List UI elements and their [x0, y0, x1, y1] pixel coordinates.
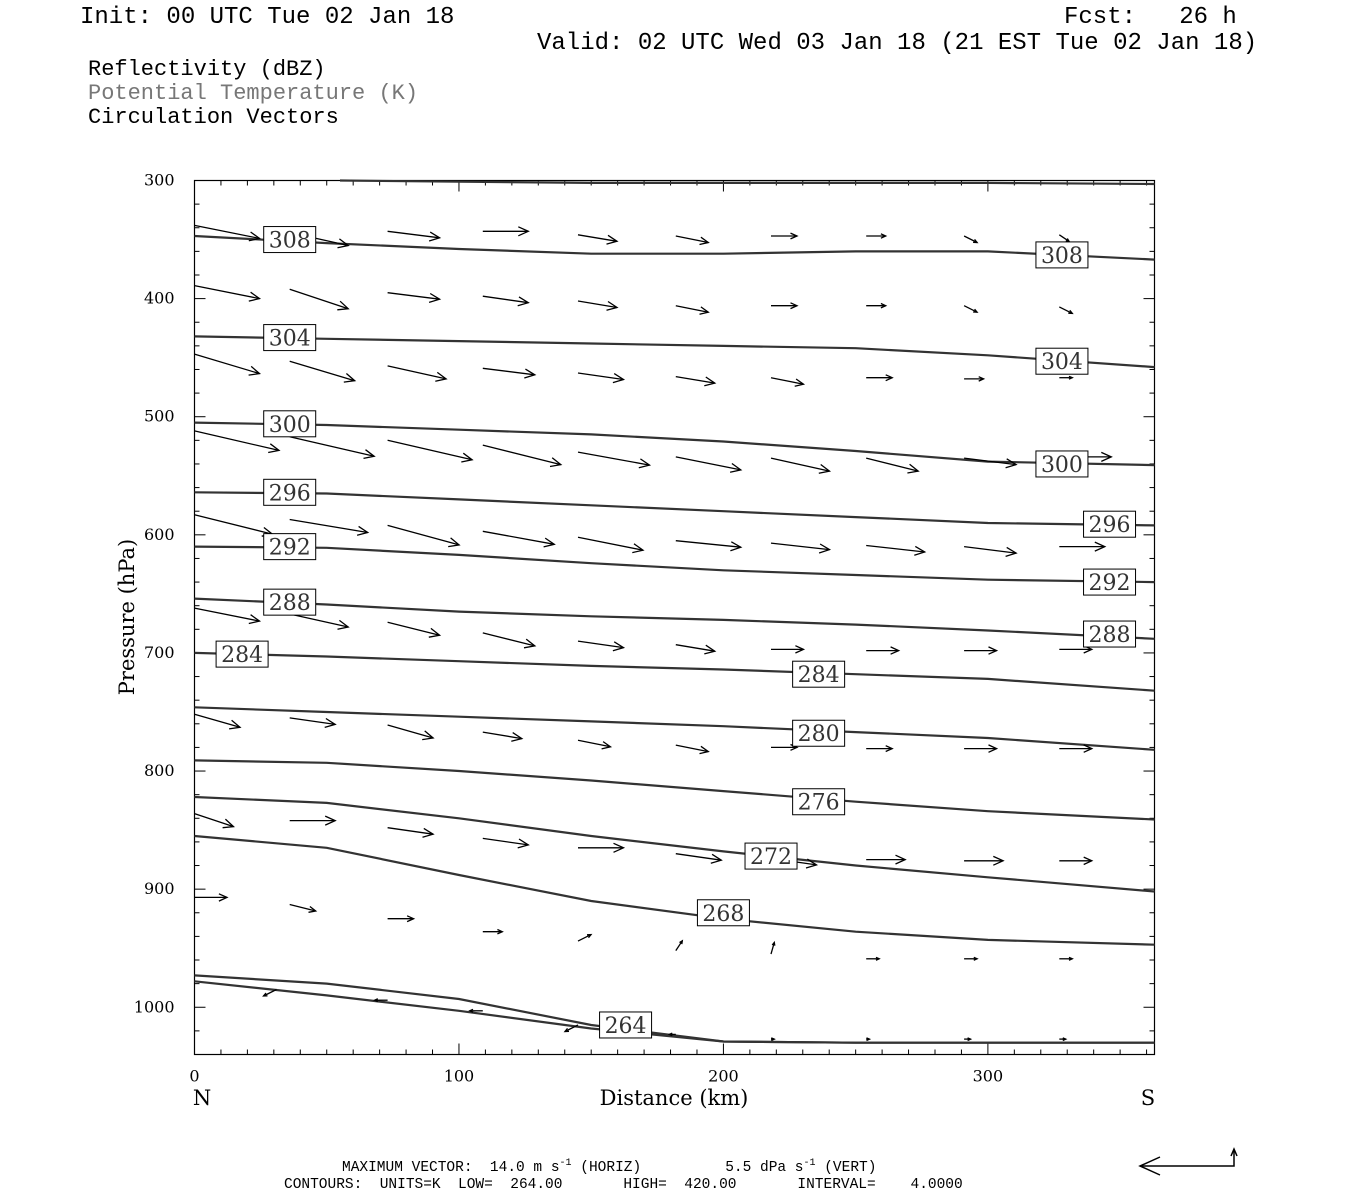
- theta-contour: [195, 836, 1155, 945]
- circulation-vector: [578, 452, 650, 465]
- y-tick-label: 900: [143, 879, 175, 899]
- y-tick-label: 400: [143, 288, 175, 308]
- forecast-hour: Fcst: 26 h: [1064, 4, 1237, 31]
- tick-labels: [134, 171, 1003, 1086]
- circulation-vector: [290, 718, 336, 725]
- contour-label: 288: [268, 591, 311, 617]
- circulation-vector: [195, 354, 260, 374]
- contour-label: 272: [750, 845, 793, 871]
- circulation-vector: [195, 286, 260, 299]
- max-vector-note: [342, 1159, 876, 1175]
- legend-potential-temperature: Potential Temperature (K): [88, 81, 419, 106]
- contour-label: 300: [268, 412, 311, 438]
- theta-contour: [195, 707, 1155, 750]
- max-vector-vert-text: 5.5 dPa s: [725, 1159, 804, 1176]
- circulation-vector: [676, 854, 722, 861]
- circulation-vector: [483, 445, 561, 465]
- contour-info: CONTOURS: UNITS=K LOW= 264.00 HIGH= 420.00 INTERVAL= 4.0000: [284, 1177, 963, 1193]
- x-tick-label: 300: [972, 1066, 1004, 1086]
- reference-vector-icon: [1140, 1149, 1237, 1175]
- circulation-vector: [676, 457, 741, 470]
- x-tick-label: 100: [443, 1066, 475, 1086]
- contour-label: 292: [268, 535, 311, 561]
- circulation-vector: [195, 608, 260, 621]
- north-label: N: [192, 1086, 212, 1110]
- circulation-vector: [290, 520, 368, 533]
- y-tick-label: 500: [143, 406, 175, 426]
- theta-contour: [195, 423, 1155, 466]
- x-tick-label: 0: [189, 1066, 200, 1086]
- contour-label: 308: [268, 228, 311, 254]
- x-axis-label: Distance (km): [599, 1086, 749, 1110]
- y-axis-label: Pressure (hPa): [115, 538, 139, 696]
- circulation-vector: [1059, 235, 1069, 242]
- circulation-vector: [290, 289, 349, 309]
- valid-time: Valid: 02 UTC Wed 03 Jan 18 (21 EST Tue 02 Jan 18): [537, 30, 1258, 57]
- theta-contour: [195, 760, 1155, 819]
- circulation-vector: [290, 437, 375, 457]
- y-tick-label: 800: [143, 761, 175, 781]
- contour-labels: [216, 227, 1135, 1039]
- circulation-vector: [388, 525, 460, 545]
- circulation-vector: [483, 368, 535, 375]
- circulation-vector: [195, 814, 234, 827]
- theta-contour: [195, 336, 1155, 367]
- max-vector-horiz: (HORIZ): [571, 1159, 642, 1176]
- circulation-vector: [483, 838, 529, 845]
- circulation-vector: [388, 440, 473, 460]
- contour-label: 276: [797, 790, 840, 816]
- contour-label: 284: [797, 663, 840, 689]
- circulation-vector: [388, 293, 440, 300]
- contour-label: 284: [221, 643, 264, 669]
- south-label: S: [1140, 1086, 1156, 1110]
- contour-label: 304: [1040, 350, 1083, 376]
- contour-label: 296: [268, 481, 311, 507]
- circulation-vector: [483, 531, 555, 544]
- x-tick-label: 200: [708, 1066, 739, 1086]
- max-vector-text: MAXIMUM VECTOR: 14.0 m s: [342, 1159, 560, 1176]
- theta-contour: [195, 981, 1155, 1042]
- circulation-vector: [388, 828, 434, 835]
- circulation-vector: [195, 515, 273, 535]
- contour-label: 300: [1040, 452, 1083, 478]
- theta-contour: [195, 797, 1155, 892]
- contour-label: 308: [1040, 243, 1083, 269]
- legend-circulation-vectors: Circulation Vectors: [88, 105, 339, 130]
- circulation-vector: [290, 361, 355, 381]
- y-tick-label: 600: [143, 524, 175, 544]
- y-tick-label: 1000: [133, 997, 175, 1017]
- circulation-vector: [676, 941, 683, 951]
- circulation-vector: [578, 537, 643, 550]
- contour-label: 264: [604, 1013, 647, 1039]
- contour-label: 304: [268, 326, 311, 352]
- max-vector-exponent: -1: [559, 1158, 572, 1169]
- theta-contour: [195, 599, 1155, 639]
- theta-contour: [195, 653, 1155, 691]
- init-time: Init: 00 UTC Tue 02 Jan 18: [80, 4, 455, 31]
- circulation-vector: [578, 641, 624, 648]
- contour-label: 280: [797, 722, 840, 748]
- legend-reflectivity: Reflectivity (dBZ): [88, 57, 326, 82]
- circulation-vector: [578, 373, 624, 380]
- y-tick-label: 300: [143, 170, 175, 190]
- contour-label: 296: [1088, 513, 1131, 539]
- contour-label: 292: [1088, 571, 1131, 597]
- circulation-vector: [676, 541, 741, 548]
- circulation-vector: [483, 296, 529, 303]
- circulation-vector: [964, 547, 1016, 554]
- max-vector-vert-exponent: -1: [803, 1158, 816, 1169]
- theta-contour: [195, 492, 1155, 525]
- theta-contour: [195, 975, 1155, 1042]
- circulation-vector: [388, 231, 440, 238]
- max-vector-vert: (VERT): [815, 1159, 877, 1176]
- y-tick-label: 700: [143, 642, 175, 662]
- contour-label: 268: [702, 901, 745, 927]
- contour-label: 288: [1088, 623, 1131, 649]
- circulation-vectors: [195, 225, 1112, 1040]
